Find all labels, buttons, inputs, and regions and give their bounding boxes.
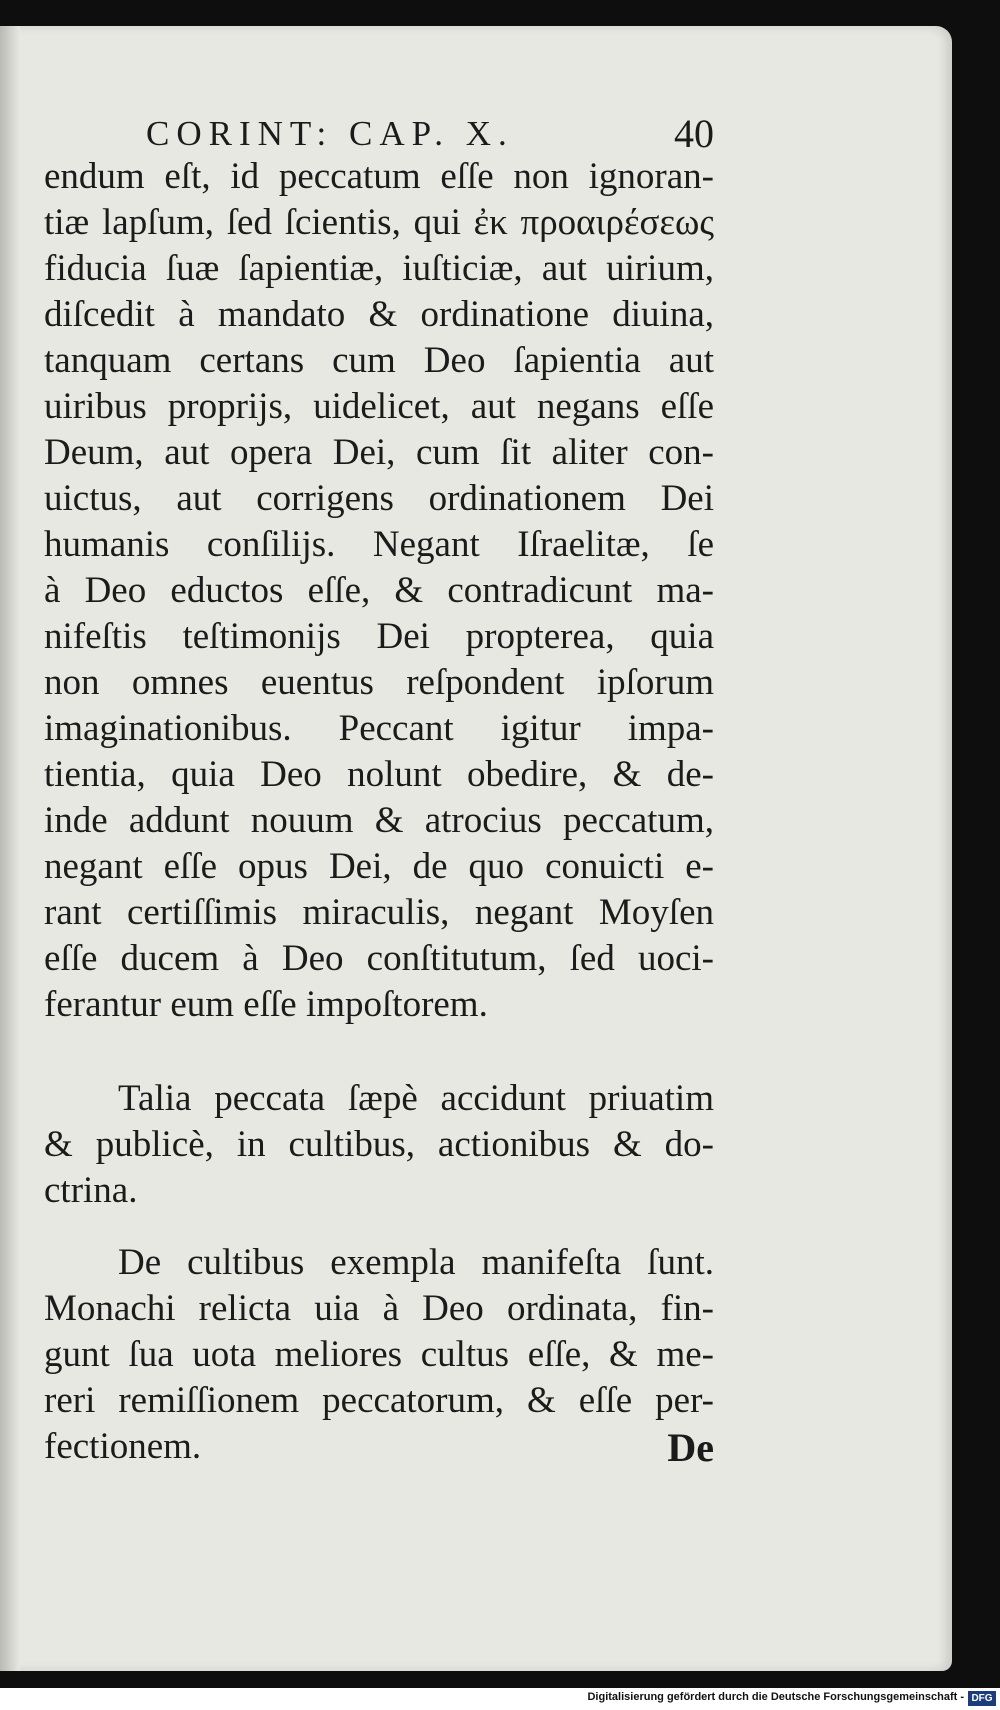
text-line: uiribus proprijs, uidelicet, aut negans eſſe (44, 386, 714, 427)
text-line: uictus, aut corrigens ordinationem Dei (44, 478, 714, 519)
funding-credit: Digitalisierung gefördert durch die Deutsche Forschungsgemeinschaft - (587, 1691, 964, 1703)
paragraph-3 (44, 1240, 714, 1470)
text-line: fectionem. (44, 1426, 202, 1467)
text-line: à Deo eductos eſſe, & contradicunt ma- (44, 570, 714, 611)
text-line: De cultibus exempla manifeſta ſunt. (118, 1242, 714, 1283)
text-line: rant certiſſimis miraculis, negant Moyſen (44, 892, 714, 933)
paragraph-gap (44, 1214, 714, 1240)
text-line: nifeſtis teſtimonijs Dei propterea, quia (44, 616, 714, 657)
running-head (44, 92, 714, 154)
text-line: humanis conſilijs. Negant Iſraelitæ, ſe (44, 524, 714, 565)
text-line: gunt ſua uota meliores cultus eſſe, & me- (44, 1334, 714, 1375)
paragraph-2 (44, 1076, 714, 1214)
running-head-title: CORINT: CAP. X. (146, 114, 514, 153)
text-block (44, 92, 714, 1470)
text-line: eſſe ducem à Deo conſtitutum, ſed uoci- (44, 938, 714, 979)
page-gutter (0, 26, 20, 1671)
text-line: ctrina. (44, 1170, 138, 1211)
text-line: tanquam certans cum Deo ſapientia aut (44, 340, 714, 381)
paragraph-gap (44, 1028, 714, 1076)
book-page (0, 26, 952, 1671)
text-line: diſcedit à mandato & ordinatione diuina, (44, 294, 714, 335)
text-line: endum eſt, id peccatum eſſe non ignoran- (44, 156, 714, 197)
text-line: Monachi relicta uia à Deo ordinata, fin- (44, 1288, 714, 1329)
text-line: negant eſſe opus Dei, de quo conuicti e- (44, 846, 714, 887)
catchword: De (667, 1425, 714, 1470)
text-line: tiæ lapſum, ſed ſcientis, qui ἐκ προαιρέσεως (44, 202, 714, 243)
page-number: 40 (674, 111, 714, 156)
text-line: non omnes euentus reſpondent ipſorum (44, 662, 714, 703)
digitization-footer (0, 1688, 1000, 1710)
text-line: & publicè, in cultibus, actionibus & do- (44, 1124, 714, 1165)
text-line: inde addunt nouum & atrocius peccatum, (44, 800, 714, 841)
text-line: fiducia ſuæ ſapientiæ, iuſticiæ, aut uirium, (44, 248, 714, 289)
text-line: Deum, aut opera Dei, cum ſit aliter con- (44, 432, 714, 473)
text-line: tientia, quia Deo nolunt obedire, & de- (44, 754, 714, 795)
paragraph-1 (44, 154, 714, 1028)
text-line: Talia peccata ſæpè accidunt priuatim (118, 1078, 714, 1119)
dfg-logo-icon: DFG (968, 1691, 996, 1706)
text-line: ferantur eum eſſe impoſtorem. (44, 984, 488, 1025)
text-line: imaginationibus. Peccant igitur impa- (44, 708, 714, 749)
text-line: reri remiſſionem peccatorum, & eſſe per- (44, 1380, 714, 1421)
